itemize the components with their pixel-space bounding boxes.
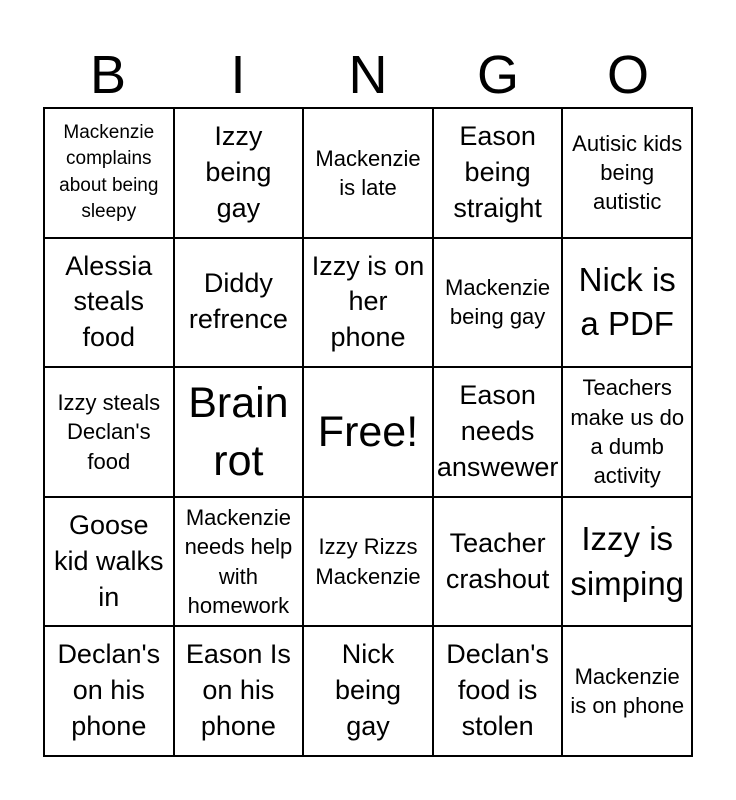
bingo-cell xyxy=(304,498,434,628)
header-letter-o: O xyxy=(606,45,649,105)
bingo-cell xyxy=(434,627,564,757)
cell-text: Izzy Rizzs Mackenzie xyxy=(315,534,421,589)
bingo-cell xyxy=(563,627,693,757)
header-letter-i: I xyxy=(230,45,246,105)
cell-text: Mackenzie needs help with homework xyxy=(184,505,293,618)
cell-text: Eason needs answewer xyxy=(436,380,559,482)
bingo-cell xyxy=(45,627,175,757)
bingo-cell xyxy=(175,627,305,757)
cell-text: Mackenzie is late xyxy=(315,145,421,200)
bingo-cell xyxy=(45,368,175,498)
bingo-cell xyxy=(434,109,564,239)
cell-text: Mackenzie complains about being sleepy xyxy=(59,121,159,223)
bingo-cell xyxy=(304,239,434,369)
bingo-cell xyxy=(434,368,564,498)
free-space-text: Free! xyxy=(317,407,419,456)
bingo-cell xyxy=(563,368,693,498)
bingo-cell xyxy=(434,239,564,369)
bingo-cell xyxy=(175,239,305,369)
bingo-cell xyxy=(45,239,175,369)
cell-text: Izzy is simping xyxy=(570,520,685,602)
bingo-cell xyxy=(175,368,305,498)
bingo-card-grid xyxy=(43,107,693,757)
cell-text: Mackenzie is on phone xyxy=(570,663,685,719)
cell-text: Declan's on his phone xyxy=(57,639,161,742)
bingo-cell xyxy=(434,498,564,628)
cell-text: Autisic kids being autistic xyxy=(572,130,683,215)
cell-text: Nick is a PDF xyxy=(578,260,676,343)
bingo-cell xyxy=(563,498,693,628)
cell-text: Izzy steals Declan's food xyxy=(57,390,161,474)
bingo-cell xyxy=(563,109,693,239)
bingo-cell xyxy=(304,109,434,239)
bingo-cell xyxy=(563,239,693,369)
cell-text: Teacher crashout xyxy=(445,527,550,594)
cell-text: Eason being straight xyxy=(453,120,542,223)
cell-text: Declan's food is stolen xyxy=(446,639,549,742)
free-space-cell xyxy=(304,368,434,498)
cell-text: Brain rot xyxy=(188,378,289,485)
cell-text: Nick being gay xyxy=(334,639,402,742)
bingo-cell xyxy=(175,109,305,239)
cell-text: Goose kid walks in xyxy=(54,509,164,612)
header-letter-b: B xyxy=(89,45,127,105)
cell-text: Diddy refrence xyxy=(188,268,288,335)
cell-text: Alessia steals food xyxy=(65,250,153,353)
bingo-header xyxy=(43,42,693,108)
cell-text: Izzy is on her phone xyxy=(311,250,425,353)
bingo-cell xyxy=(45,109,175,239)
bingo-cell xyxy=(175,498,305,628)
cell-text: Izzy being gay xyxy=(205,120,272,223)
cell-text: Eason Is on his phone xyxy=(185,639,291,742)
bingo-cell xyxy=(304,627,434,757)
cell-text: Teachers make us do a dumb activity xyxy=(570,375,685,489)
cell-text: Mackenzie being gay xyxy=(445,275,551,330)
header-letter-g: G xyxy=(476,45,519,105)
header-letter-n: N xyxy=(348,45,388,105)
bingo-cell xyxy=(45,498,175,628)
